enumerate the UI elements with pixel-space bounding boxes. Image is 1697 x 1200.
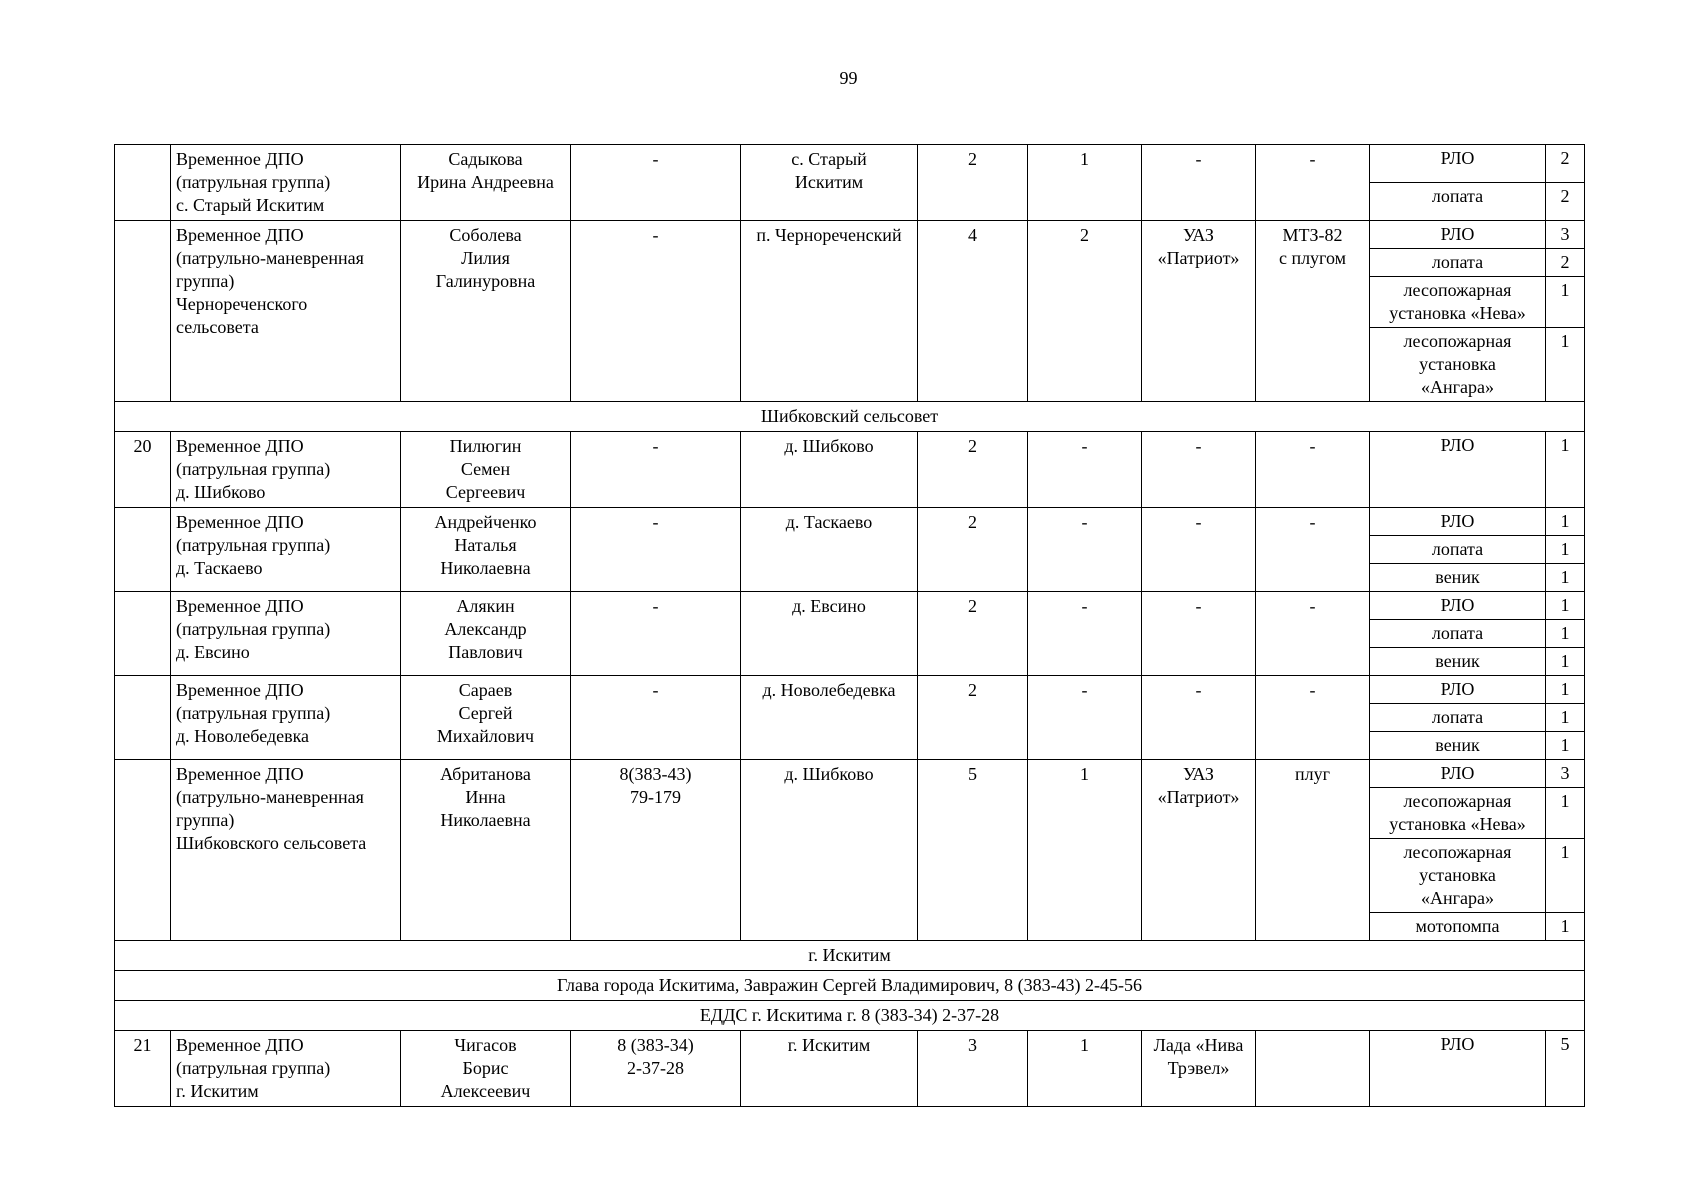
equipment-quantity: 2 bbox=[1546, 249, 1585, 277]
equipment-quantity: 3 bbox=[1546, 760, 1585, 788]
unit-vehicle: - bbox=[1142, 592, 1256, 676]
unit-vehicle: - bbox=[1142, 508, 1256, 592]
unit-location: д. Таскаево bbox=[741, 508, 918, 592]
unit-number: 20 bbox=[115, 432, 171, 508]
section-row bbox=[115, 941, 1585, 971]
unit-location: д. Новолебедевка bbox=[741, 676, 918, 760]
equipment-quantity: 1 bbox=[1546, 277, 1585, 328]
unit-personnel-count: 2 bbox=[918, 145, 1028, 221]
equipment-item: лесопожарная установка «Нева» bbox=[1370, 277, 1546, 328]
equipment-item: веник bbox=[1370, 732, 1546, 760]
unit-special-equipment: - bbox=[1256, 592, 1370, 676]
section-title: Шибковский сельсовет bbox=[115, 402, 1585, 432]
unit-special-equipment: - bbox=[1256, 432, 1370, 508]
unit-special-equipment: - bbox=[1256, 676, 1370, 760]
unit-leader: Сараев Сергей Михайлович bbox=[401, 676, 571, 760]
unit-phone: - bbox=[571, 592, 741, 676]
unit-personnel-count: 2 bbox=[918, 676, 1028, 760]
unit-equipment-count: 1 bbox=[1028, 145, 1142, 221]
unit-personnel-count: 3 bbox=[918, 1031, 1028, 1107]
equipment-quantity: 3 bbox=[1546, 221, 1585, 249]
unit-phone: - bbox=[571, 432, 741, 508]
unit-special-equipment: МТЗ-82 с плугом bbox=[1256, 221, 1370, 402]
unit-name: Временное ДПО (патрульная группа) с. Старый Искитим bbox=[171, 145, 401, 221]
unit-number bbox=[115, 145, 171, 221]
equipment-item: РЛО bbox=[1370, 760, 1546, 788]
unit-equipment-count: - bbox=[1028, 676, 1142, 760]
table-row bbox=[115, 221, 1585, 249]
unit-leader: Пилюгин Семен Сергеевич bbox=[401, 432, 571, 508]
unit-phone: 8(383-43) 79-179 bbox=[571, 760, 741, 941]
equipment-quantity: 2 bbox=[1546, 145, 1585, 183]
equipment-item: лопата bbox=[1370, 183, 1546, 221]
unit-number bbox=[115, 592, 171, 676]
table-row bbox=[115, 760, 1585, 788]
unit-number: 21 bbox=[115, 1031, 171, 1107]
unit-name: Временное ДПО (патрульная группа) д. Таскаево bbox=[171, 508, 401, 592]
unit-number bbox=[115, 508, 171, 592]
equipment-quantity: 1 bbox=[1546, 732, 1585, 760]
equipment-quantity: 1 bbox=[1546, 432, 1585, 508]
unit-phone: - bbox=[571, 508, 741, 592]
equipment-item: РЛО bbox=[1370, 432, 1546, 508]
section-row bbox=[115, 1001, 1585, 1031]
equipment-item: лопата bbox=[1370, 249, 1546, 277]
equipment-item: веник bbox=[1370, 564, 1546, 592]
unit-personnel-count: 2 bbox=[918, 508, 1028, 592]
equipment-quantity: 1 bbox=[1546, 592, 1585, 620]
table-row bbox=[115, 592, 1585, 620]
unit-name: Временное ДПО (патрульная группа) г. Искитим bbox=[171, 1031, 401, 1107]
unit-vehicle: - bbox=[1142, 432, 1256, 508]
unit-location: с. Старый Искитим bbox=[741, 145, 918, 221]
section-row bbox=[115, 971, 1585, 1001]
equipment-quantity: 1 bbox=[1546, 328, 1585, 402]
equipment-quantity: 1 bbox=[1546, 508, 1585, 536]
equipment-item: лопата bbox=[1370, 620, 1546, 648]
table-row bbox=[115, 508, 1585, 536]
unit-vehicle: - bbox=[1142, 676, 1256, 760]
unit-leader: Абританова Инна Николаевна bbox=[401, 760, 571, 941]
section-row bbox=[115, 402, 1585, 432]
unit-vehicle: Лада «Нива Трэвел» bbox=[1142, 1031, 1256, 1107]
table-row bbox=[115, 676, 1585, 704]
unit-vehicle: УАЗ «Патриот» bbox=[1142, 760, 1256, 941]
equipment-quantity: 1 bbox=[1546, 839, 1585, 913]
equipment-item: РЛО bbox=[1370, 221, 1546, 249]
equipment-item: лесопожарная установка «Ангара» bbox=[1370, 839, 1546, 913]
unit-vehicle: - bbox=[1142, 145, 1256, 221]
equipment-quantity: 1 bbox=[1546, 648, 1585, 676]
table-row bbox=[115, 1031, 1585, 1107]
fire-brigade-table bbox=[114, 144, 1585, 1107]
equipment-item: веник bbox=[1370, 648, 1546, 676]
equipment-item: лопата bbox=[1370, 536, 1546, 564]
unit-phone: 8 (383-34) 2-37-28 bbox=[571, 1031, 741, 1107]
unit-leader: Чигасов Борис Алексеевич bbox=[401, 1031, 571, 1107]
table-row bbox=[115, 145, 1585, 183]
unit-leader: Алякин Александр Павлович bbox=[401, 592, 571, 676]
equipment-quantity: 1 bbox=[1546, 704, 1585, 732]
equipment-item: лесопожарная установка «Нева» bbox=[1370, 788, 1546, 839]
equipment-item: РЛО bbox=[1370, 592, 1546, 620]
unit-number bbox=[115, 221, 171, 402]
unit-phone: - bbox=[571, 145, 741, 221]
equipment-item: РЛО bbox=[1370, 145, 1546, 183]
equipment-quantity: 1 bbox=[1546, 536, 1585, 564]
unit-location: п. Чернореченский bbox=[741, 221, 918, 402]
unit-special-equipment: - bbox=[1256, 145, 1370, 221]
unit-name: Временное ДПО (патрульная группа) д. Евсино bbox=[171, 592, 401, 676]
unit-special-equipment: плуг bbox=[1256, 760, 1370, 941]
section-title: Глава города Искитима, Завражин Сергей Владимирович, 8 (383-43) 2-45-56 bbox=[115, 971, 1585, 1001]
page-number: 99 bbox=[839, 68, 858, 88]
unit-personnel-count: 2 bbox=[918, 592, 1028, 676]
equipment-quantity: 1 bbox=[1546, 913, 1585, 941]
unit-location: д. Шибково bbox=[741, 432, 918, 508]
unit-equipment-count: - bbox=[1028, 508, 1142, 592]
equipment-item: лесопожарная установка «Ангара» bbox=[1370, 328, 1546, 402]
unit-equipment-count: 1 bbox=[1028, 760, 1142, 941]
equipment-quantity: 1 bbox=[1546, 620, 1585, 648]
equipment-quantity: 2 bbox=[1546, 183, 1585, 221]
unit-location: г. Искитим bbox=[741, 1031, 918, 1107]
unit-name: Временное ДПО (патрульная группа) д. Новолебедевка bbox=[171, 676, 401, 760]
unit-name: Временное ДПО (патрульно-маневренная группа) Чернореченского сельсовета bbox=[171, 221, 401, 402]
unit-leader: Соболева Лилия Галинуровна bbox=[401, 221, 571, 402]
unit-equipment-count: 1 bbox=[1028, 1031, 1142, 1107]
unit-name: Временное ДПО (патрульно-маневренная группа) Шибковского сельсовета bbox=[171, 760, 401, 941]
unit-location: д. Шибково bbox=[741, 760, 918, 941]
section-title: ЕДДС г. Искитима г. 8 (383-34) 2-37-28 bbox=[115, 1001, 1585, 1031]
equipment-item: РЛО bbox=[1370, 676, 1546, 704]
unit-location: д. Евсино bbox=[741, 592, 918, 676]
equipment-quantity: 1 bbox=[1546, 788, 1585, 839]
table-row bbox=[115, 432, 1585, 508]
unit-leader: Андрейченко Наталья Николаевна bbox=[401, 508, 571, 592]
unit-number bbox=[115, 760, 171, 941]
unit-equipment-count: 2 bbox=[1028, 221, 1142, 402]
equipment-quantity: 5 bbox=[1546, 1031, 1585, 1107]
equipment-item: мотопомпа bbox=[1370, 913, 1546, 941]
unit-equipment-count: - bbox=[1028, 432, 1142, 508]
unit-vehicle: УАЗ «Патриот» bbox=[1142, 221, 1256, 402]
equipment-item: РЛО bbox=[1370, 508, 1546, 536]
unit-personnel-count: 4 bbox=[918, 221, 1028, 402]
equipment-item: лопата bbox=[1370, 704, 1546, 732]
unit-personnel-count: 2 bbox=[918, 432, 1028, 508]
unit-equipment-count: - bbox=[1028, 592, 1142, 676]
unit-phone: - bbox=[571, 221, 741, 402]
unit-phone: - bbox=[571, 676, 741, 760]
unit-special-equipment bbox=[1256, 1031, 1370, 1107]
unit-leader: Садыкова Ирина Андреевна bbox=[401, 145, 571, 221]
unit-personnel-count: 5 bbox=[918, 760, 1028, 941]
equipment-quantity: 1 bbox=[1546, 676, 1585, 704]
unit-number bbox=[115, 676, 171, 760]
equipment-item: РЛО bbox=[1370, 1031, 1546, 1107]
unit-name: Временное ДПО (патрульная группа) д. Шибково bbox=[171, 432, 401, 508]
equipment-quantity: 1 bbox=[1546, 564, 1585, 592]
section-title: г. Искитим bbox=[115, 941, 1585, 971]
unit-special-equipment: - bbox=[1256, 508, 1370, 592]
